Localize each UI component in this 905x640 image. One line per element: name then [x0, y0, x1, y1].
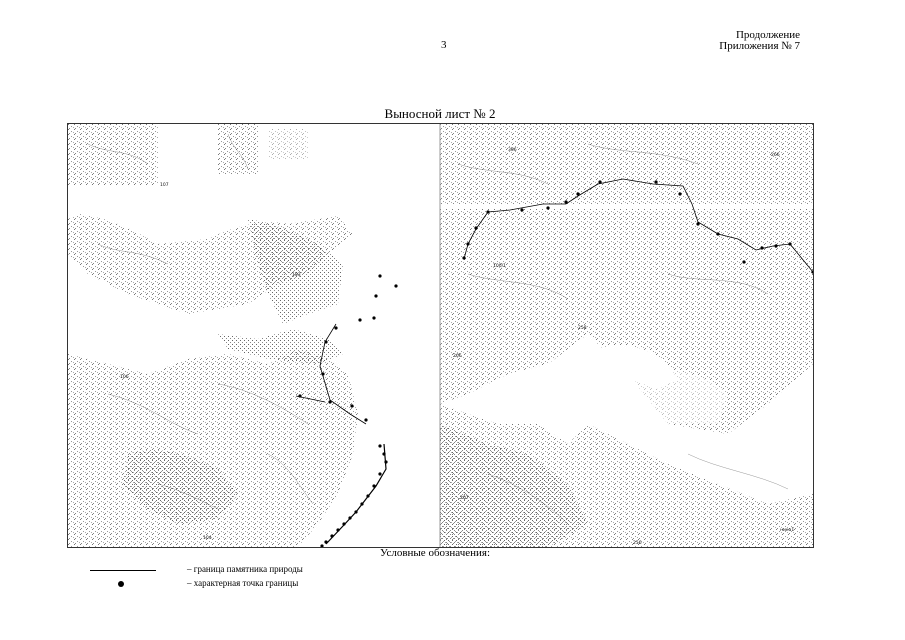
legend-label-boundary: – граница памятника природы [187, 564, 303, 574]
continuation-line-2: Приложения № 7 [719, 40, 800, 52]
right-panel [440, 124, 813, 547]
legend-symbol-line [88, 564, 158, 576]
map-frame [67, 123, 814, 548]
left-panel [68, 124, 440, 547]
svg-text:103: 103 [292, 273, 301, 278]
legend-title: Условные обозначения: [380, 547, 491, 559]
continuation-note [676, 30, 800, 52]
svg-text:106: 106 [120, 375, 129, 380]
svg-text:266: 266 [453, 354, 462, 359]
svg-text:107: 107 [160, 183, 169, 188]
sheet-title: Выносной лист № 2 [384, 106, 496, 121]
legend-symbol-dot [88, 578, 158, 590]
map-canvas [68, 124, 813, 547]
page-number: 3 [441, 39, 447, 51]
svg-text:366: 366 [508, 148, 517, 153]
svg-text:256: 256 [633, 541, 642, 546]
svg-text:ника1: ника1 [780, 528, 795, 533]
svg-text:100/1: 100/1 [493, 264, 506, 269]
svg-text:207: 207 [460, 496, 469, 501]
legend-label-point: – характерная точка границы [187, 578, 299, 588]
svg-text:104: 104 [203, 536, 212, 541]
continuation-line-1: Продолжение [735, 29, 800, 41]
svg-text:266: 266 [771, 153, 780, 158]
svg-text:258: 258 [578, 326, 587, 331]
